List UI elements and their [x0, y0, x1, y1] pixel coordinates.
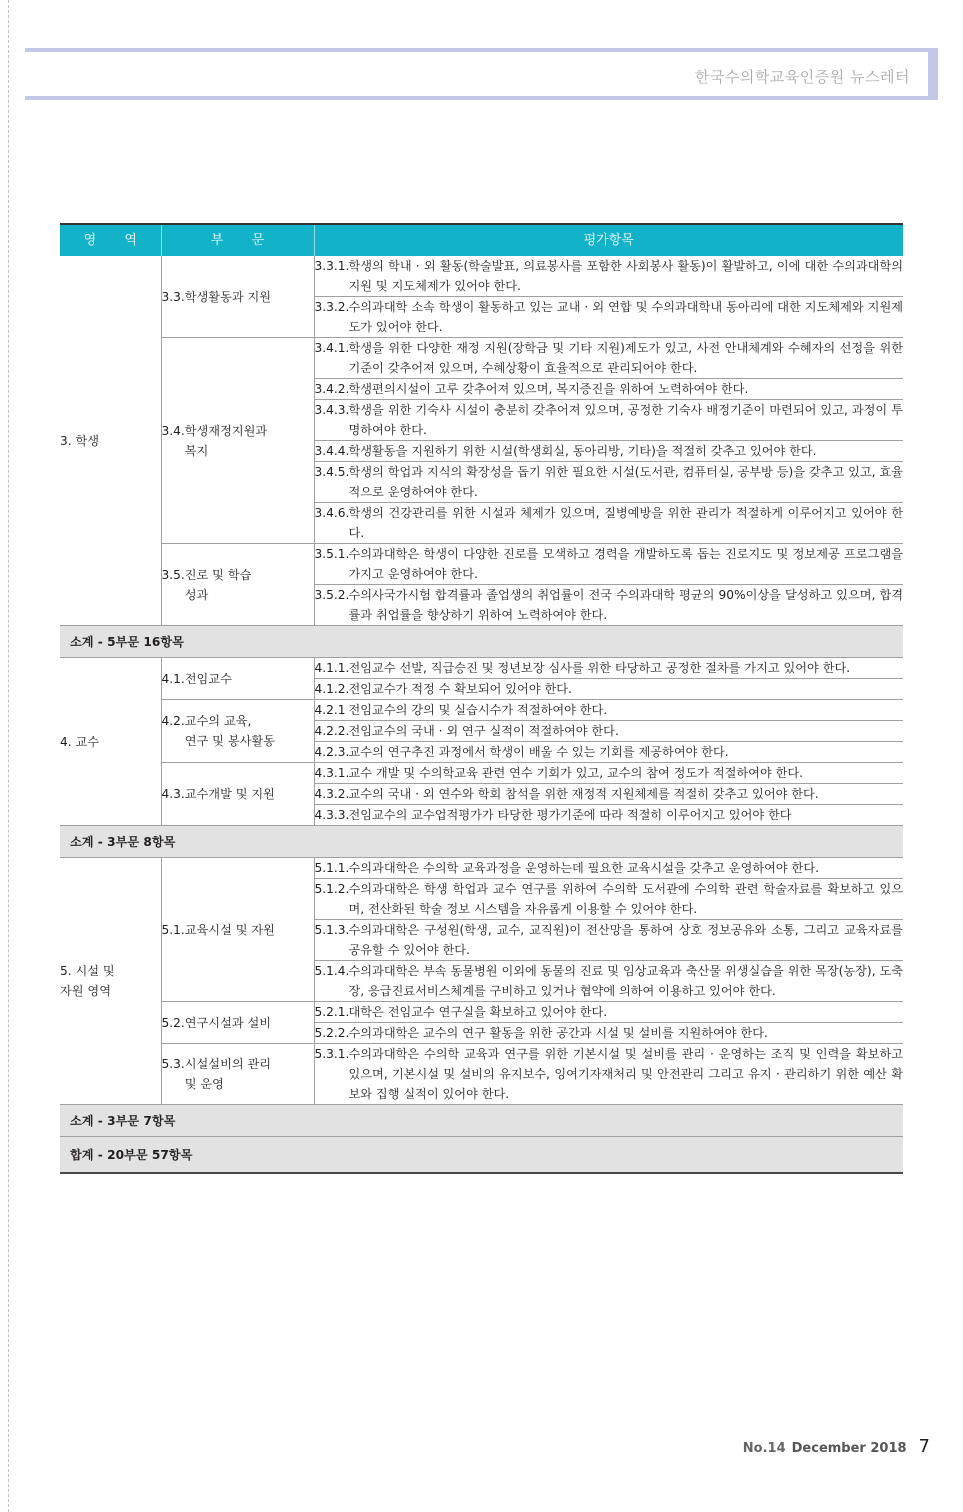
division-label	[162, 920, 314, 940]
item-number: 5.2.2.	[314, 1026, 350, 1040]
evaluation-item	[315, 400, 904, 440]
issue-number: No.14	[742, 1441, 786, 1456]
item-number: 3.4.1.	[314, 341, 350, 355]
evaluation-item-cell	[314, 920, 903, 961]
item-text: 학생의 건강관리를 위한 시설과 체제가 있으며, 질병예방을 위한 관리가 적절하게 이루어지고 있어야 한다.	[348, 506, 903, 540]
table-row	[60, 858, 903, 879]
evaluation-item-cell	[314, 441, 903, 462]
division-number: 3.3.	[161, 289, 185, 304]
division-cell	[161, 256, 314, 338]
evaluation-item	[315, 784, 904, 804]
evaluation-item-cell	[314, 338, 903, 379]
division-label	[162, 287, 314, 307]
division-number: 4.1.	[161, 671, 185, 686]
item-text: 수의과대학은 수의학 교육과 연구를 위한 기본시설 및 설비를 관리 · 운영하는 조직 및 인력을 확보하고 있으며, 기본시설 및 설비의 유지보수, 잉여기자재처리 및 안전관리 그리고 유지 · 관리하기 위한 예산 확보와 집행 실적이 있어야 한다.	[348, 1047, 903, 1101]
newsletter-title: 한국수의학교육인증원 뉴스레터	[694, 68, 910, 86]
item-number: 4.2.2.	[314, 724, 350, 738]
evaluation-item	[315, 462, 904, 502]
area-label-line: 5. 시설 및	[60, 964, 115, 978]
division-number: 4.2.	[161, 714, 185, 728]
item-number: 5.1.3.	[314, 923, 350, 937]
evaluation-item	[315, 441, 904, 461]
item-text: 수의과대학은 수의학 교육과정을 운영하는데 필요한 교육시설을 갖추고 운영하여야 한다.	[348, 861, 819, 875]
column-header-area: 영 역	[60, 224, 161, 256]
evaluation-item	[315, 805, 904, 825]
evaluation-item-cell	[314, 763, 903, 784]
item-text: 전임교수의 강의 및 실습시수가 적절하여야 한다.	[348, 703, 608, 717]
division-label	[162, 669, 314, 689]
division-number: 5.3.	[161, 1057, 185, 1071]
evaluation-item	[315, 338, 904, 378]
evaluation-item-cell	[314, 400, 903, 441]
area-cell	[60, 256, 161, 626]
evaluation-item-cell	[314, 679, 903, 700]
evaluation-item-cell	[314, 1044, 903, 1105]
item-text: 전임교수 선발, 직급승진 및 정년보장 심사를 위한 타당하고 공정한 절차를 가지고 있어야 한다.	[348, 661, 851, 675]
total-cell: 합계 - 20부문 57항목	[60, 1137, 903, 1174]
evaluation-item-cell	[314, 961, 903, 1002]
area-cell	[60, 658, 161, 826]
item-text: 전임교수의 국내 · 외 연구 실적이 적절하여야 한다.	[348, 724, 619, 738]
table-row	[60, 1044, 903, 1105]
table-header-row	[60, 224, 903, 256]
item-number: 5.1.4.	[314, 964, 350, 978]
item-number: 3.5.2.	[314, 588, 350, 602]
table-row	[60, 338, 903, 379]
division-name: 전임교수	[184, 671, 232, 686]
item-number: 4.3.3.	[314, 808, 350, 822]
item-text: 교수의 국내 · 외 연수와 학회 참석을 위한 재정적 지원체제를 적절히 갖추고 있어야 한다.	[348, 787, 819, 801]
division-name: 교수의 교육, 연구 및 봉사활동	[184, 714, 275, 748]
item-number: 4.1.2.	[314, 682, 350, 696]
item-text: 학생의 학업과 지식의 확장성을 돕기 위한 필요한 시설(도서관, 컴퓨터실, 공부방 등)을 갖추고 있고, 효율적으로 운영하여야 한다.	[348, 465, 903, 499]
division-number: 3.5.	[161, 567, 185, 582]
evaluation-item-cell	[314, 858, 903, 879]
evaluation-item	[315, 1044, 904, 1104]
evaluation-item-cell	[314, 879, 903, 920]
subtotal-cell: 소계 - 5부문 16항목	[60, 626, 903, 658]
evaluation-item	[315, 297, 904, 337]
evaluation-item-cell	[314, 721, 903, 742]
evaluation-item-cell	[314, 742, 903, 763]
item-number: 3.4.5.	[314, 465, 350, 479]
division-cell	[161, 544, 314, 626]
evaluation-item-cell	[314, 462, 903, 503]
item-number: 3.4.2.	[314, 382, 350, 396]
item-text: 수의과대학은 학생 학업과 교수 연구를 위하여 수의학 도서관에 수의학 관련 학술자료를 확보하고 있으며, 전산화된 학술 정보 시스템을 자유롭게 이용할 수 있어야 한다.	[348, 882, 903, 916]
evaluation-item	[315, 503, 904, 543]
evaluation-item-cell	[314, 805, 903, 826]
division-number: 5.2.	[161, 1015, 185, 1030]
column-header-items: 평가항목	[314, 224, 903, 256]
item-text: 수의과대학은 부속 동물병원 이외에 동물의 진료 및 임상교육과 축산물 위생실습을 위한 목장(농장), 도축장, 응급진료서비스체계를 구비하고 있거나 협약에 의하여 이용하고 있어야 한다.	[348, 964, 903, 998]
division-cell	[161, 1002, 314, 1044]
item-text: 수의과대학은 교수의 연구 활동을 위한 공간과 시설 및 설비를 지원하여야 한다.	[348, 1026, 768, 1040]
evaluation-item-cell	[314, 585, 903, 626]
evaluation-item	[315, 379, 904, 399]
evaluation-item	[315, 658, 904, 678]
item-text: 수의과대학은 구성원(학생, 교수, 교직원)이 전산망을 통하여 상호 정보공유와 소통, 그리고 교육자료를 공유할 수 있어야 한다.	[348, 923, 903, 957]
evaluation-table	[60, 223, 903, 1174]
evaluation-item	[315, 879, 904, 919]
division-cell	[161, 763, 314, 826]
item-number: 5.3.1.	[314, 1047, 350, 1061]
table-row	[60, 1002, 903, 1023]
item-text: 수의과대학은 학생이 다양한 진로를 모색하고 경력을 개발하도록 돕는 진로지도 및 정보제공 프로그램을 가지고 운영하여야 한다.	[348, 547, 903, 581]
evaluation-item	[315, 742, 904, 762]
evaluation-item-cell	[314, 379, 903, 400]
evaluation-item	[315, 961, 904, 1001]
evaluation-item	[315, 763, 904, 783]
item-text: 학생의 학내 · 외 활동(학술발표, 의료봉사를 포함한 사회봉사 활동)이 활발하고, 이에 대한 수의과대학의 지원 및 지도체제가 있어야 한다.	[348, 259, 903, 293]
division-label	[162, 421, 314, 461]
table-row	[60, 700, 903, 721]
evaluation-item	[315, 679, 904, 699]
item-number: 5.2.1.	[314, 1005, 350, 1019]
division-number: 3.4.	[161, 423, 185, 438]
division-label	[162, 565, 314, 605]
subtotal-row	[60, 826, 903, 858]
item-text: 전임교수가 적정 수 확보되어 있어야 한다.	[348, 682, 572, 696]
division-cell	[161, 338, 314, 544]
item-number: 4.3.2.	[314, 787, 350, 801]
evaluation-item-cell	[314, 784, 903, 805]
evaluation-item-cell	[314, 658, 903, 679]
item-text: 학생활동을 지원하기 위한 시설(학생회실, 동아리방, 기타)을 적절히 갖추고 있어야 한다.	[348, 444, 817, 458]
item-text: 수의사국가시험 합격률과 졸업생의 취업률이 전국 수의과대학 평균의 90%이상을 달성하고 있으며, 합격률과 취업률을 향상하기 위하여 노력하여야 한다.	[348, 588, 903, 622]
evaluation-item	[315, 721, 904, 741]
item-number: 4.2.1	[314, 703, 346, 717]
item-number: 5.1.1.	[314, 861, 350, 875]
evaluation-item	[315, 585, 904, 625]
item-number: 3.3.1.	[314, 259, 350, 273]
page-number: 7	[918, 1436, 930, 1457]
item-text: 학생을 위한 기숙사 시설이 충분히 갖추어져 있으며, 공정한 기숙사 배정기준이 마련되어 있고, 과정이 투명하여야 한다.	[348, 403, 903, 437]
division-name: 학생활동과 지원	[184, 289, 272, 304]
column-header-division: 부 문	[161, 224, 314, 256]
division-cell	[161, 858, 314, 1002]
division-cell	[161, 658, 314, 700]
table-body	[60, 256, 903, 1173]
division-label	[162, 1054, 314, 1094]
division-cell	[161, 700, 314, 763]
evaluation-item	[315, 1023, 904, 1043]
division-name: 진로 및 학습 성과	[184, 567, 252, 602]
subtotal-cell: 소계 - 3부문 8항목	[60, 826, 903, 858]
division-name: 학생재정지원과 복지	[184, 423, 268, 458]
evaluation-item-cell	[314, 256, 903, 297]
item-text: 대학은 전임교수 연구실을 확보하고 있어야 한다.	[348, 1005, 608, 1019]
evaluation-item	[315, 920, 904, 960]
evaluation-item-cell	[314, 297, 903, 338]
table-row	[60, 256, 903, 297]
item-text: 교수의 연구추진 과정에서 학생이 배울 수 있는 기회를 제공하여야 한다.	[348, 745, 729, 759]
evaluation-item	[315, 1002, 904, 1022]
subtotal-row	[60, 1105, 903, 1137]
table-row	[60, 763, 903, 784]
item-text: 전임교수의 교수업적평가가 타당한 평가기준에 따라 적절히 이루어지고 있어야 한다	[348, 808, 792, 822]
area-label-line: 자원 영역	[60, 984, 111, 998]
item-number: 3.4.6.	[314, 506, 350, 520]
evaluation-item-cell	[314, 1023, 903, 1044]
evaluation-item	[315, 256, 904, 296]
subtotal-row	[60, 626, 903, 658]
evaluation-item-cell	[314, 700, 903, 721]
division-label	[162, 1013, 314, 1033]
table-row	[60, 544, 903, 585]
page-footer	[743, 1436, 930, 1457]
item-number: 4.2.3.	[314, 745, 350, 759]
division-label	[162, 784, 314, 804]
division-name: 시설설비의 관리 및 운영	[184, 1057, 272, 1091]
item-number: 3.4.4.	[314, 444, 350, 458]
item-text: 학생편의시설이 고루 갖추어져 있으며, 복지증진을 위하여 노력하여야 한다.	[348, 382, 749, 396]
subtotal-cell: 소계 - 3부문 7항목	[60, 1105, 903, 1137]
area-label-line: 4. 교수	[60, 734, 100, 749]
evaluation-item-cell	[314, 1002, 903, 1023]
item-text: 교수 개발 및 수의학교육 관련 연수 기회가 있고, 교수의 참여 정도가 적절하여야 한다.	[348, 766, 804, 780]
evaluation-item	[315, 858, 904, 878]
item-number: 4.1.1.	[314, 661, 350, 675]
item-number: 3.3.2.	[314, 300, 350, 314]
division-number: 5.1.	[161, 922, 185, 937]
evaluation-item-cell	[314, 503, 903, 544]
area-label-line: 3. 학생	[60, 433, 100, 448]
division-label	[162, 711, 314, 751]
newsletter-header	[25, 48, 938, 100]
evaluation-item	[315, 700, 904, 720]
item-number: 5.1.2.	[314, 882, 350, 896]
item-number: 4.3.1.	[314, 766, 350, 780]
area-cell	[60, 858, 161, 1105]
division-number: 4.3.	[161, 787, 185, 801]
division-name: 연구시설과 설비	[184, 1015, 272, 1030]
margin-guide-line	[8, 0, 9, 1512]
evaluation-item-cell	[314, 544, 903, 585]
division-cell	[161, 1044, 314, 1105]
division-name: 교육시설 및 자원	[184, 922, 275, 937]
item-text: 학생을 위한 다양한 재정 지원(장학금 및 기타 지원)제도가 있고, 사전 안내체계와 수혜자의 선정을 위한 기준이 갖추어져 있으며, 수혜상황이 효율적으로 관리되어야 한다.	[348, 341, 903, 375]
item-number: 3.5.1.	[314, 547, 350, 561]
total-row	[60, 1137, 903, 1174]
evaluation-item	[315, 544, 904, 584]
table-row	[60, 658, 903, 679]
item-number: 3.4.3.	[314, 403, 350, 417]
issue-date: December 2018	[791, 1441, 907, 1456]
item-text: 수의과대학 소속 학생이 활동하고 있는 교내 · 외 연합 및 수의과대학내 동아리에 대한 지도체제와 지원제도가 있어야 한다.	[348, 300, 903, 334]
division-name: 교수개발 및 지원	[184, 787, 275, 801]
